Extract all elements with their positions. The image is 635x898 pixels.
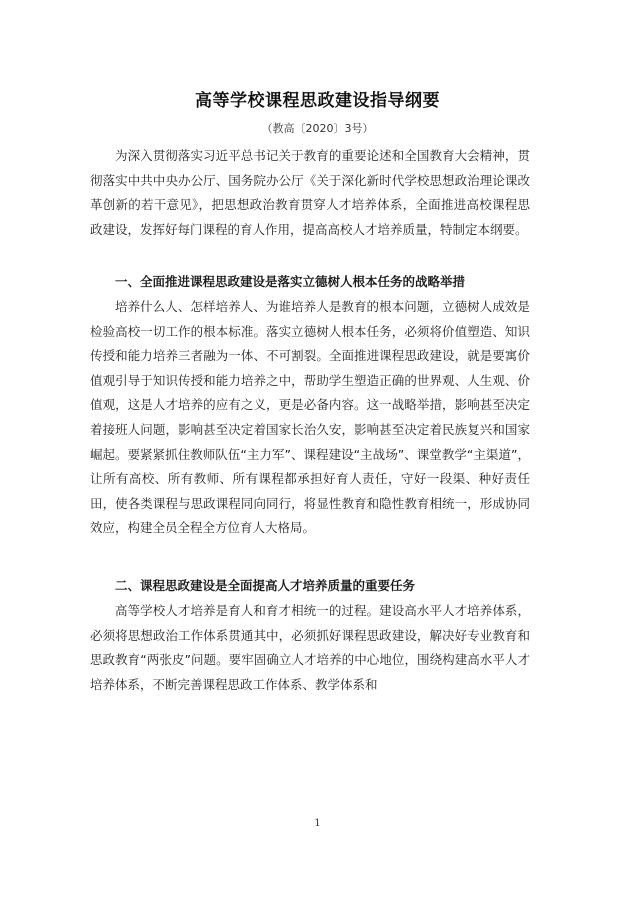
document-number: （教高〔2020〕3号） — [261, 122, 374, 135]
document-title: 高等学校课程思政建设指导纲要 — [195, 91, 440, 111]
page-number: 1 — [314, 818, 321, 829]
section-1-paragraph: 培养什么人、怎样培养人、为谁培养人是教育的根本问题，立德树人成效是检验高校一切工作的根本标准。落实立德树人根本任务，必须将价值塑造、知识传授和能力培养三者融为一体、不可割裂。全面推进课程思政建设，就是要寓价值观引导于知识传授和能力培养之中，帮助学生塑造正确的世界观、人生观、价值观，这是人才培养的应有之义，更是必备内容。这一战略举措，影响甚至决定着接班人问题，影响甚至决定着国家长治久安，影响甚至决定着民族复兴和国家崛起。要紧紧抓住教师队伍“主力军”、课程建设“主战场”、课堂教学“主渠道”，让所有高校、所有教师、所有课程都承担好育人责任，守好一段渠、种好责任田，使各类课程与思政课程同向同行，将显性教育和隐性教育相统一，形成协同效应，构建全员全程全方位育人大格局。 — [90, 299, 530, 536]
section-2-paragraph: 高等学校人才培养是育人和育才相统一的过程。建设高水平人才培养体系，必须将思想政治工作体系贯通其中，必须抓好课程思政建设，解决好专业教育和思政教育“两张皮”问题。要牢固确立人才培养的中心地位，围绕构建高水平人才培养体系，不断完善课程思政工作体系、教学体系和 — [90, 603, 530, 692]
intro-paragraph: 为深入贯彻落实习近平总书记关于教育的重要论述和全国教育大会精神，贯彻落实中共中央办公厅、国务院办公厅《关于深化新时代学校思想政治理论课改革创新的若干意见》，把思想政治教育贯穿人才培养体系，全面推进高校课程思政建设，发挥好每门课程的育人作用，提高高校人才培养质量，特制定本纲要。 — [90, 148, 530, 237]
section-2-heading: 二、课程思政建设是全面提高人才培养质量的重要任务 — [115, 578, 416, 593]
section-1-heading: 一、全面推进课程思政建设是落实立德树人根本任务的战略举措 — [115, 274, 466, 289]
